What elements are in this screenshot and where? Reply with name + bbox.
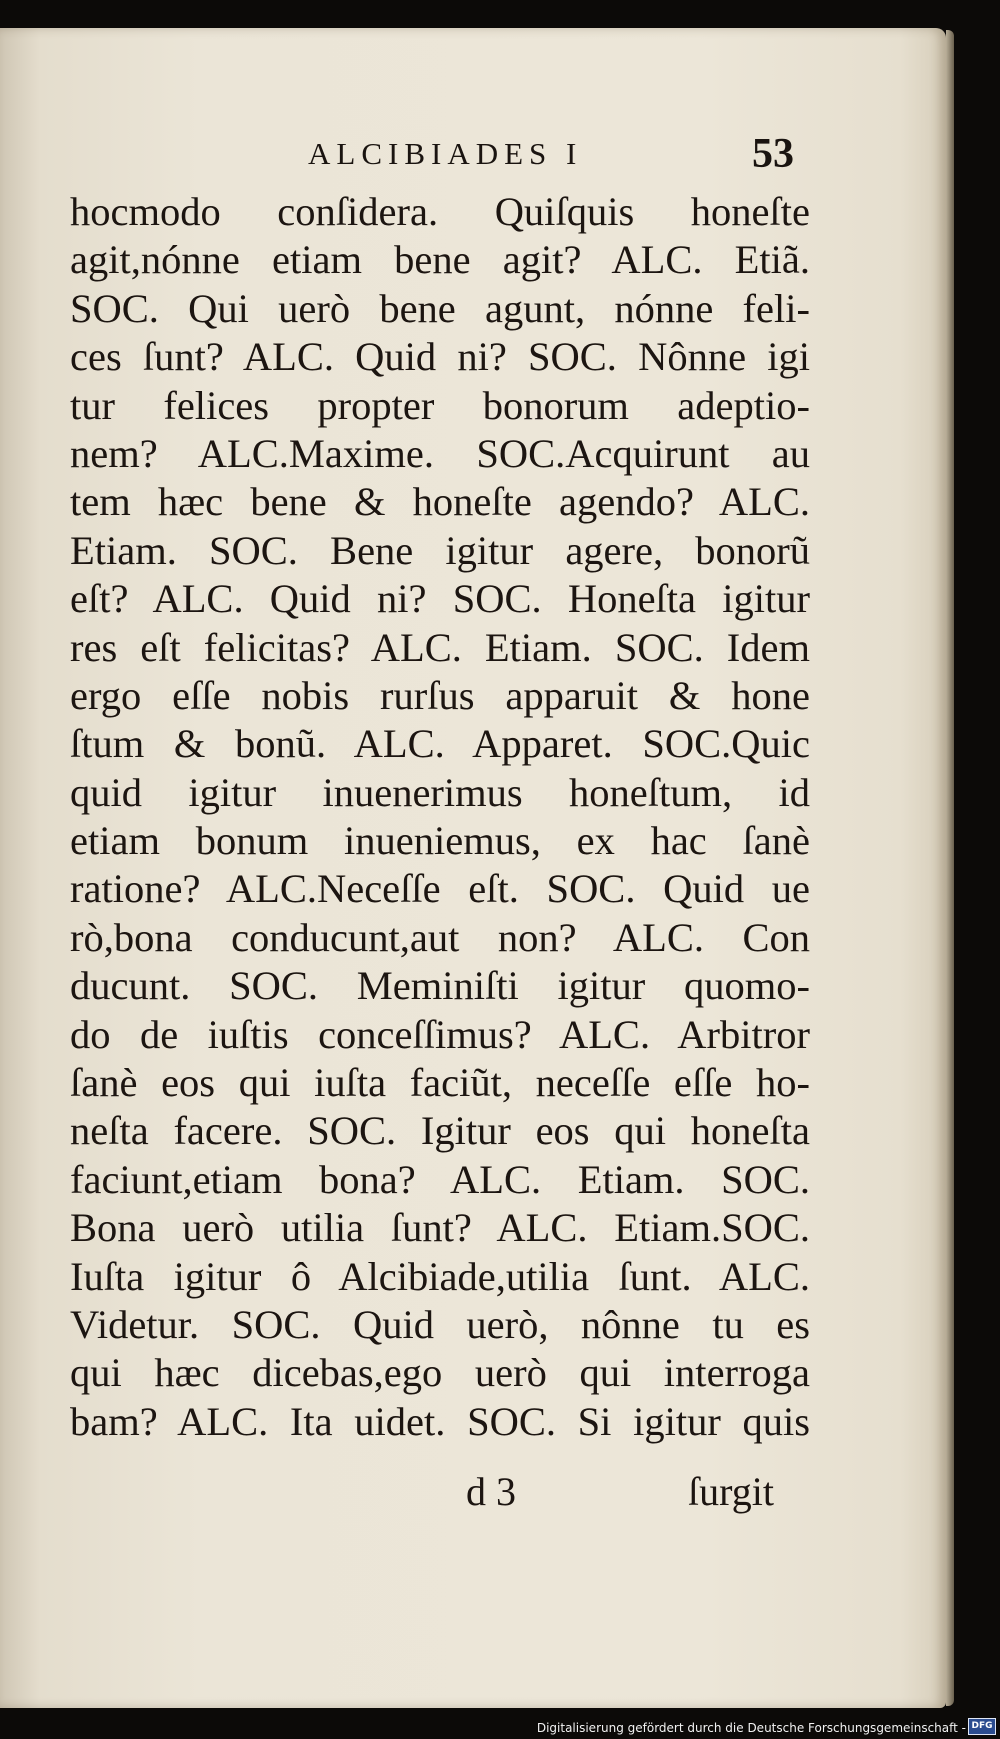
text-line: qui hæc dicebas,ego uerò qui interroga <box>70 1350 810 1396</box>
page-number: 53 <box>752 131 794 177</box>
text-line: ſtum & bonũ. ALC. Apparet. SOC.Quic <box>70 721 810 767</box>
digitization-credit: Digitalisierung gefördert durch die Deutsche Forschungsgemeinschaft - <box>536 1721 966 1735</box>
text-line: ducunt. SOC. Meminiſti igitur quomo- <box>70 963 810 1009</box>
text-line: Etiam. SOC. Bene igitur agere, bonorũ <box>70 527 810 573</box>
text-line: bam? ALC. Ita uidet. SOC. Si igitur quis <box>70 1398 810 1444</box>
body-text <box>70 188 810 1446</box>
catchword: ſurgit <box>688 1469 774 1514</box>
text-line: eſt? ALC. Quid ni? SOC. Honeſta igitur <box>70 576 810 622</box>
signature-mark: d 3 <box>466 1469 516 1514</box>
text-line: res eſt felicitas? ALC. Etiam. SOC. Idem <box>70 624 810 670</box>
paper-leaf <box>0 28 946 1708</box>
running-head-title: ALCIBIADES I <box>308 136 583 171</box>
page-footer <box>0 1468 946 1518</box>
text-line: faciunt,etiam bona? ALC. Etiam. SOC. <box>70 1156 810 1202</box>
text-line: tur felices propter bonorum adeptio- <box>70 382 810 428</box>
text-line: ratione? ALC.Neceſſe eſt. SOC. Quid ue <box>70 866 810 912</box>
text-line: hocmodo conſidera. Quiſquis honeſte <box>70 189 810 234</box>
text-line: Iuſta igitur ô Alcibiade,utilia ſunt. ALC. <box>70 1253 810 1299</box>
text-line: tem hæc bene & honeſte agendo? ALC. <box>70 479 810 525</box>
text-line: ſanè eos qui iuſta faciũt, neceſſe eſſe ho- <box>70 1060 810 1106</box>
text-line: nem? ALC.Maxime. SOC.Acquirunt au <box>70 430 810 476</box>
text-line: ces ſunt? ALC. Quid ni? SOC. Nônne igi <box>70 334 810 380</box>
text-line: Bona uerò utilia ſunt? ALC. Etiam.SOC. <box>70 1205 810 1251</box>
text-line: etiam bonum inueniemus, ex hac ſanè <box>70 818 810 864</box>
text-line: SOC. Qui uerò bene agunt, nónne feli- <box>70 285 810 331</box>
dfg-logo-icon: DFG <box>968 1718 996 1735</box>
text-line: rò,bona conducunt,aut non? ALC. Con <box>70 914 810 960</box>
digitization-credit-bar <box>0 1713 1000 1739</box>
text-line: Videtur. SOC. Quid uerò, nônne tu es <box>70 1301 810 1347</box>
text-line: quid igitur inuenerimus honeſtum, id <box>70 769 810 815</box>
text-line: neſta facere. SOC. Igitur eos qui honeſta <box>70 1108 810 1154</box>
text-line: agit,nónne etiam bene agit? ALC. Etiã. <box>70 237 810 283</box>
running-head <box>0 131 946 180</box>
text-line: do de iuſtis conceſſimus? ALC. Arbitror <box>70 1011 810 1057</box>
page-edge-shadow <box>946 30 954 1706</box>
text-line: ergo eſſe nobis rurſus apparuit & hone <box>70 672 810 718</box>
